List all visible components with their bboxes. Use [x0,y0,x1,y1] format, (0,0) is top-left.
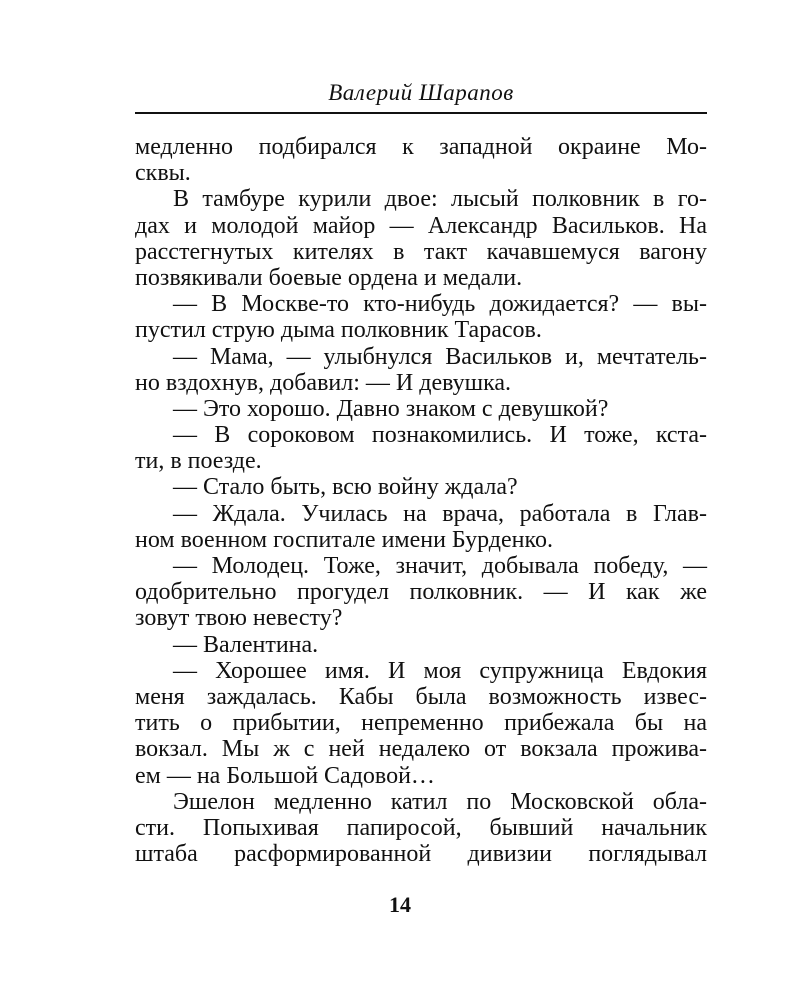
text-line: тить о прибытии, непременно прибежала бы на [135,710,707,737]
text-line: — Валентина. [173,631,319,658]
text-line: медленно подбирался к западной окраине Мо- [135,134,707,160]
text-line: — Мама, — улыбнулся Васильков и, мечтатель- [173,343,707,370]
text-line: сти. Попыхивая папиросой, бывший начальник [135,814,707,841]
text-line: В тамбуре курили двое: лысый полковник в го- [173,186,707,213]
text-line: ти, в поезде. [135,448,262,475]
header-divider [135,112,707,114]
text-line: — Это хорошо. Давно знаком с девушкой? [173,395,609,422]
text-line: но вздохнув, добавил: — И девушка. [135,369,512,396]
text-line: меня заждалась. Кабы была возможность извес- [135,683,707,710]
text-line: дах и молодой майор — Александр Васильков. На [135,212,707,239]
text-line: позвякивали боевые ордена и медали. [135,264,523,291]
text-line: — Молодец. Тоже, значит, добывала победу, — [173,553,707,579]
text-line: вокзал. Мы ж с ней недалеко от вокзала прожива- [135,736,707,763]
body-text [135,134,707,867]
text-line: штаба расформированной дивизии поглядывал [135,841,707,868]
text-line: зовут твою невесту? [135,605,343,632]
text-line: Эшелон медленно катил по Московской обла- [173,788,707,815]
text-line: расстегнутых кителях в такт качавшемуся вагону [135,238,707,265]
text-line: — В Москве-то кто-нибудь дожидается? — вы- [173,291,707,318]
running-header-author: Валерий Шарапов [328,80,514,105]
text-line: — В сороковом познакомились. И тоже, кста- [173,422,707,449]
text-line: ном военном госпитале имени Бурденко. [135,526,553,553]
text-line: одобрительно прогудел полковник. — И как же [135,579,707,606]
text-line: пустил струю дыма полковник Тарасов. [135,317,542,344]
text-line: — Хорошее имя. И моя супружница Евдокия [173,657,707,684]
text-line: ем — на Большой Садовой… [135,762,435,789]
text-line: — Ждала. Училась на врача, работала в Глав- [173,500,707,527]
text-line: сквы. [135,160,191,187]
page-number: 14 [389,892,411,917]
text-line: — Стало быть, всю войну ждала? [173,474,518,501]
